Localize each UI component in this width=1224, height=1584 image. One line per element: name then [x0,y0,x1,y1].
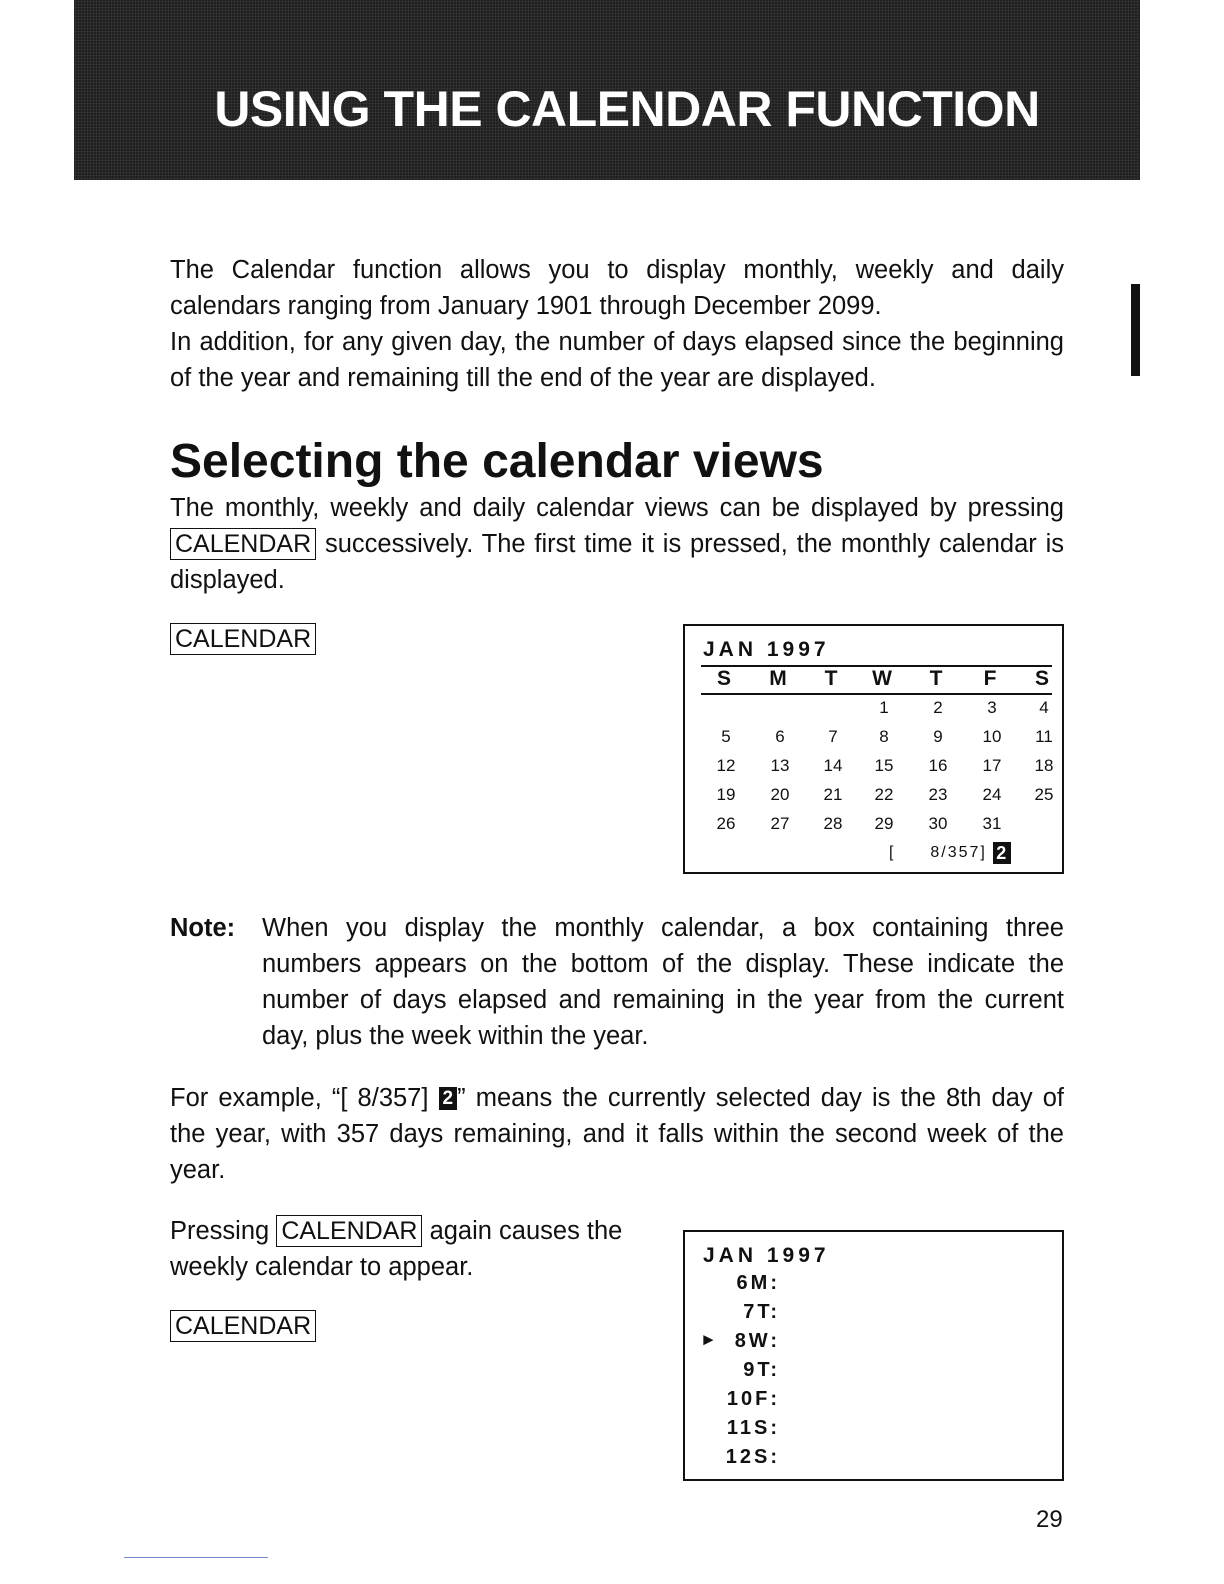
calendar-day-cell: 4 [1039,698,1049,717]
intro-paragraph-2: In addition, for any given day, the number of days elapsed since the beginning of the year and remaining till the end of the year are displayed. [170,328,1064,392]
calendar-day-cell: 14 [823,756,843,775]
note-label: Note: [170,914,236,942]
calendar-day-cell: 11 [1035,727,1053,746]
calendar-day-cell: 30 [928,814,948,833]
section-paragraph [170,490,1064,598]
calendar-day-cell: 7 [828,727,838,746]
page-title: USING THE CALENDAR FUNCTION [214,81,1040,137]
calendar-day-cell: 2 [933,698,943,717]
weekday-header: W [872,667,892,690]
calendar-key-2: CALENDAR [170,1310,316,1342]
note-text: When you display the monthly calendar, a box containing three numbers appears on the bottom of the display. These indicate the number of days elapsed and remaining in the year from the current day, plus the week within the year. [262,914,1064,1050]
calendar-day-cell: 26 [716,814,736,833]
status-open-bracket: [ [889,844,896,862]
section-heading: Selecting the calendar views [170,435,824,488]
example-text-after: ” means the currently selected day is the 8th day of the year, with 357 days remaining, and it falls within the second week of the year. [170,1084,1065,1184]
calendar-day-cell: 31 [982,814,1002,833]
weekly-paragraph [170,1213,642,1285]
calendar-day-cell: 27 [770,814,790,833]
calendar-key-1: CALENDAR [170,623,316,655]
calendar-day-cell: 18 [1034,756,1054,775]
weekly-display-title: JAN 1997 [703,1244,830,1267]
calendar-day-cell: 9 [933,727,943,746]
calendar-day-cell: 23 [928,785,948,804]
calendar-day-cell: 1 [879,698,889,717]
calendar-day-cell: 12 [716,756,736,775]
weekday-header: M [769,667,787,690]
calendar-day-cell: 22 [874,785,894,804]
example-text-before: For example, “[ 8/357] [170,1084,429,1112]
section-text-before: The monthly, weekly and daily calendar views can be displayed by pressing [170,494,1064,522]
monthly-display-title: JAN 1997 [703,638,830,661]
weekly-text-before: Pressing [170,1217,270,1245]
calendar-day-cell: 3 [987,698,997,717]
week-day-row: 6M: [736,1272,780,1294]
calendar-day-cell: 20 [770,785,790,804]
week-day-row: 12S: [725,1446,780,1468]
weekly-text-after: again causes the weekly calendar to appear. [170,1217,623,1281]
weekday-header: S [1034,667,1049,690]
section-text-after: successively. The first time it is pressed, the monthly calendar is displayed. [170,530,1064,594]
week-day-row: 8W: [734,1330,780,1352]
footer-rule [124,1557,268,1558]
week-day-row: 9T: [743,1359,780,1381]
margin-change-bar [1131,284,1140,376]
calendar-day-cell: 8 [879,727,889,746]
weekday-header: F [983,667,997,690]
monthly-calendar-display [683,624,1064,874]
week-day-row: 11S: [726,1417,780,1439]
weekday-header: T [929,667,943,690]
day-count-status [889,842,1011,864]
calendar-day-cell: 16 [928,756,948,775]
week-day-row: 10F: [726,1388,780,1410]
calendar-day-cell: 6 [775,727,785,746]
calendar-key-inline: CALENDAR [170,528,316,560]
title-banner [74,0,1140,180]
intro-paragraph-1: The Calendar function allows you to display monthly, weekly and daily calendars ranging from January 1901 through December 2099. [170,256,1064,320]
selected-day-pointer-icon: ► [700,1330,717,1349]
weekly-calendar-display [683,1230,1064,1481]
calendar-day-cell: 5 [721,727,731,746]
weekday-header: T [824,667,838,690]
example-week-badge: 2 [439,1087,458,1110]
calendar-day-cell: 15 [874,756,894,775]
calendar-key-inline-2: CALENDAR [276,1215,422,1247]
calendar-day-cell: 25 [1034,785,1054,804]
weekday-rule [701,693,1052,695]
calendar-day-cell: 28 [823,814,843,833]
weekday-header: S [716,667,731,690]
week-day-row: 7T: [743,1301,780,1323]
calendar-day-cell: 24 [982,785,1002,804]
week-number-badge: 2 [993,842,1011,864]
page-number: 29 [1036,1506,1063,1533]
status-days-value: 8/357] [930,844,987,862]
calendar-day-cell: 10 [982,727,1002,746]
calendar-day-cell: 17 [982,756,1002,775]
example-paragraph [170,1080,1064,1188]
calendar-day-cell: 29 [874,814,894,833]
calendar-day-cell: 21 [823,785,843,804]
calendar-day-cell: 13 [770,756,790,775]
calendar-day-cell: 19 [716,785,736,804]
